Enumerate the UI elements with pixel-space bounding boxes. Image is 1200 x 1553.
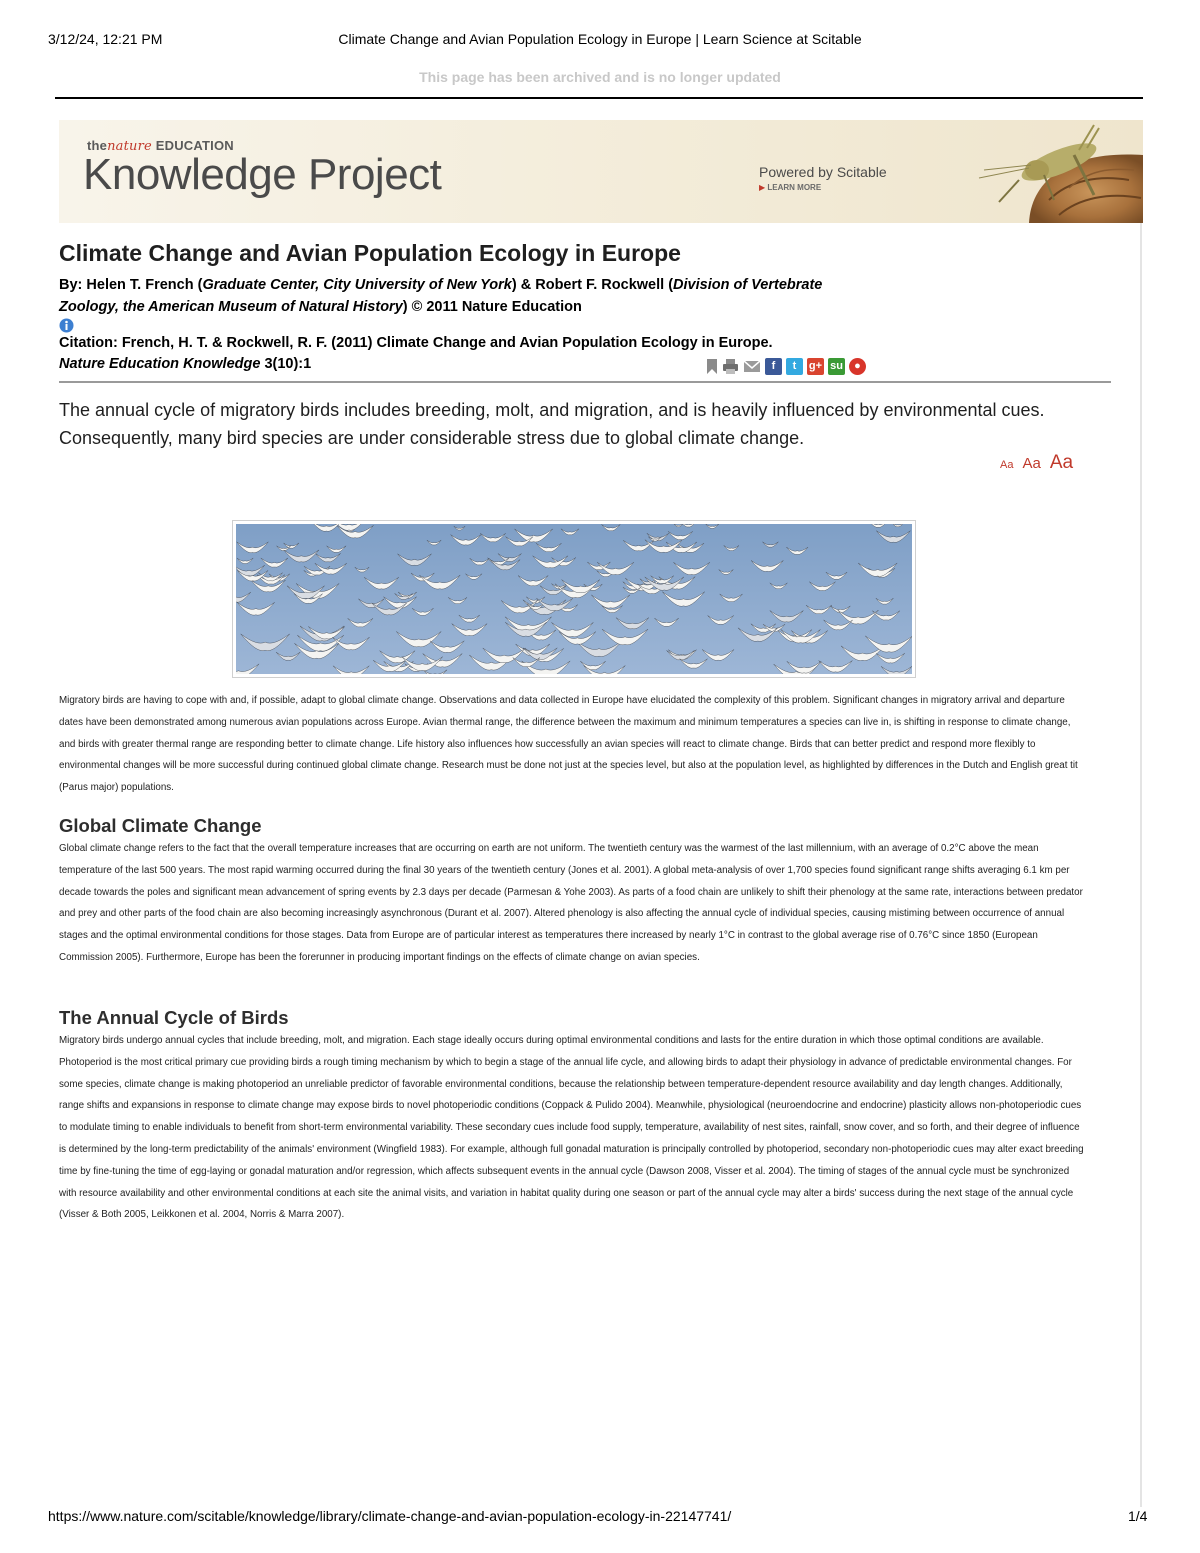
share-toolbar bbox=[706, 357, 866, 375]
logo-suffix: EDUCATION bbox=[155, 138, 234, 153]
reddit-icon[interactable]: ● bbox=[849, 358, 866, 375]
section-heading: Global Climate Change bbox=[59, 815, 262, 836]
author-affiliation: Graduate Center, City University of New York bbox=[202, 277, 512, 293]
arrow-icon: ▶ bbox=[759, 183, 768, 192]
print-icon[interactable] bbox=[722, 358, 739, 375]
byline-joiner: & bbox=[516, 277, 536, 293]
author-name[interactable]: Helen T. French bbox=[86, 277, 194, 293]
font-size-small-button[interactable]: Aa bbox=[1000, 459, 1014, 471]
byline-prefix: By: bbox=[59, 277, 87, 293]
print-date: 3/12/24, 12:21 PM bbox=[48, 31, 163, 47]
citation-issue: 3(10):1 bbox=[260, 356, 312, 372]
archive-notice: This page has been archived and is no longer updated bbox=[419, 69, 781, 85]
learn-more-link[interactable] bbox=[759, 183, 821, 192]
article-abstract: The annual cycle of migratory birds includes breeding, molt, and migration, and is heavily influenced by environmental cues. Consequently, many bird species are under considerable stress due to global climate change. bbox=[59, 400, 1045, 448]
header-divider bbox=[55, 97, 1143, 99]
banner-title: Knowledge Project bbox=[83, 150, 442, 199]
content-right-border bbox=[1140, 222, 1142, 1507]
google-plus-icon[interactable]: g+ bbox=[807, 358, 824, 375]
facebook-icon[interactable]: f bbox=[765, 358, 782, 375]
info-icon[interactable] bbox=[59, 318, 74, 333]
section-paragraph: Migratory birds undergo annual cycles that include breeding, molt, and migration. Each stage ideally occurs during optimal environmental conditions and lasts for the entire duration in which those optimal conditions are available. Photoperiod is the most critical primary cue providing birds a rough timing mechanism by which to begin a stage of the annual life cycle, and allowing birds to adapt their physiology in advance of predictable environmental changes. For some species, climate change is making photoperiod an unreliable predictor of favorable environmental conditions, because the relationship between temperature-dependent resource availability and day length changes. Additionally, range shifts and expansions in response to climate change may expose birds to novel photoperiodic conditions (Coppack & Pulido 2004). Meanwhile, physiological (neuroendocrine and endocrine) plasticity allows non-photoperiodic cues to modulate timing to enable individuals to benefit from short-term environmental variability. These secondary cues include food supply, temperature, availability of nest sites, rainfall, snow cover, and so forth, and their degree of influence is determined by the long-term predictability of the animals' environment (Wingfield 1983). For example, although full gonadal maturation is principally controlled by photoperiod, secondary non-photoperiodic cues may alter exact breeding time by fine-tuning the time of egg-laying or gonadal maturation and/or regression, which affects subsequent events in the annual cycle (Dawson 2008, Visser et al. 2004). The timing of stages of the annual cycle must be synchronized with resource availability and other environmental conditions at each site the animal visits, and variation in habitat quality during one season or part of the annual cycle may alter a birds' success during the next stage of the annual cycle (Visser & Both 2005, Leikkonen et al. 2004, Norris & Marra 2007). bbox=[59, 1035, 1084, 1221]
copyright: © 2011 Nature Education bbox=[411, 299, 582, 315]
powered-by-scitable[interactable]: Powered by Scitable bbox=[759, 164, 887, 180]
logo-prefix: the bbox=[87, 138, 108, 153]
citation bbox=[59, 333, 819, 375]
email-icon[interactable] bbox=[743, 358, 761, 375]
print-page-title: Climate Change and Avian Population Ecology in Europe | Learn Science at Scitable bbox=[338, 31, 862, 47]
stumbleupon-icon[interactable]: su bbox=[828, 358, 845, 375]
byline: By: Helen T. French (Graduate Center, City University of New York) & Robert F. Rockwell (Division of Vertebrate Zoology, the American Museum of Natural History) © 2011 Nature Education bbox=[59, 277, 823, 315]
citation-journal: Nature Education Knowledge bbox=[59, 356, 261, 372]
author-affiliation: Division of Vertebrate Zoology, the American Museum of Natural History bbox=[59, 277, 823, 315]
knowledge-project-banner[interactable] bbox=[59, 120, 1143, 223]
twitter-icon[interactable]: t bbox=[786, 358, 803, 375]
learn-more-label: LEARN MORE bbox=[767, 183, 822, 192]
flock-of-geese-image bbox=[236, 524, 912, 674]
author-name[interactable]: Robert F. Rockwell bbox=[535, 277, 665, 293]
article-title: Climate Change and Avian Population Ecology in Europe bbox=[59, 240, 681, 266]
font-size-large-button[interactable]: Aa bbox=[1049, 452, 1074, 473]
section-heading: The Annual Cycle of Birds bbox=[59, 1007, 289, 1028]
logo-brand: nature bbox=[107, 139, 152, 154]
page-number: 1/4 bbox=[1128, 1508, 1148, 1524]
font-size-controls bbox=[1000, 452, 1082, 474]
grasshopper-walnut-illustration bbox=[919, 120, 1143, 223]
section-paragraph: Global climate change refers to the fact that the overall temperature increases that are occurring on earth are not uniform. The twentieth century was the warmest of the last millennium, with an average of 0.2°C above the mean temperature of the last 500 years. The most rapid warming occurred during the final 30 years of the twentieth century (Jones et al. 2001). A global meta-analysis of over 1,700 species found significant range shifts averaging 6.1 km per decade towards the poles and significant mean advancement of spring events by 2.3 days per decade (Parmesan & Yohe 2003). As parts of a food chain are unlikely to shift their phenology at the same rate, interactions between predator and prey and other parts of the food chain are also becoming increasingly asynchronous (Durant et al. 2007). Altered phenology is also affecting the annual cycle of individual species, causing mistiming between occurrence of annual stages and the optimal environmental conditions for those stages. Data from Europe are of particular interest as temperatures there increased by nearly 1°C in contrast to the global average rise of 0.76°C since 1850 (European Commission 2005). Furthermore, Europe has been the forerunner in producing important findings on the effects of climate change on avian species. bbox=[59, 843, 1083, 963]
citation-text: Citation: French, H. T. & Rockwell, R. F. (2011) Climate Change and Avian Population Ecology in Europe. bbox=[59, 335, 773, 351]
bookmark-icon[interactable] bbox=[706, 358, 718, 375]
font-size-medium-button[interactable]: Aa bbox=[1022, 455, 1041, 472]
page-url: https://www.nature.com/scitable/knowledge/library/climate-change-and-avian-population-ecology-in-22147741/ bbox=[48, 1508, 732, 1524]
title-divider bbox=[59, 381, 1111, 383]
intro-paragraph: Migratory birds are having to cope with and, if possible, adapt to global climate change. Observations and data collected in Europe have elucidated the complexity of this problem. Significant changes in migratory arrival and departure dates have been demonstrated among numerous avian populations across Europe. Avian thermal range, the difference between the maximum and minimum temperatures a species can live in, is shifting in response to climate change, and birds with greater thermal range are responding better to climate change. Life history also influences how successfully an avian species will react to climate change. Birds that can better predict and respond more flexibly to environmental changes will be more successful during continued global climate change. Research must be done not just at the species level, but also at the population level, as highlighted by differences in the Dutch and English great tit (Parus major) populations. bbox=[59, 695, 1078, 794]
hero-image-frame bbox=[232, 520, 916, 678]
